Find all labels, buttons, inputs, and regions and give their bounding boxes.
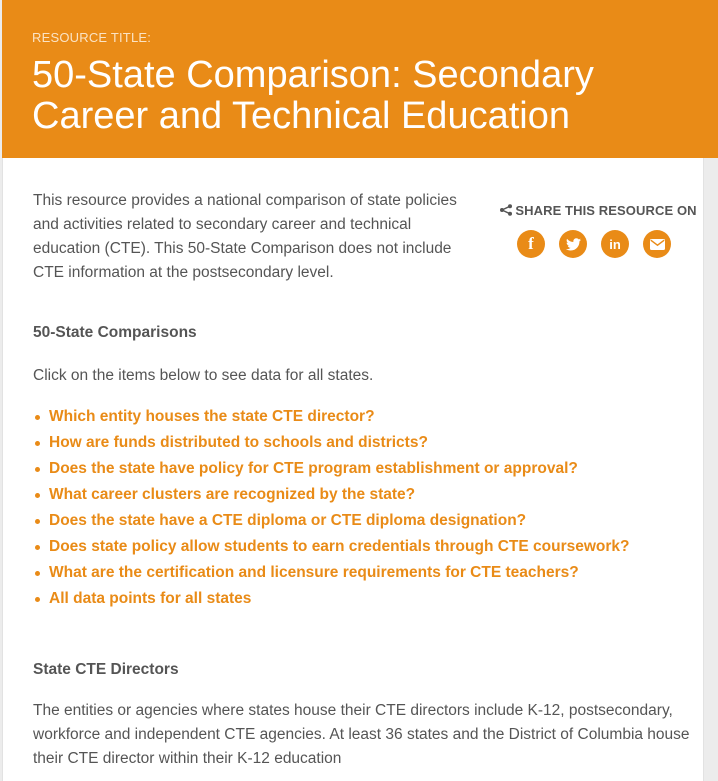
list-item xyxy=(33,430,673,456)
comparison-link[interactable]: Does the state have a CTE diploma or CTE diploma designation? xyxy=(49,512,527,529)
twitter-icon[interactable] xyxy=(559,230,587,258)
directors-paragraph: The entities or agencies where states house their CTE directors include K-12, postsecondary, workforce and independent CTE agencies. At least 36 states and the District of Columbia house their CTE director within their K-12 education xyxy=(33,702,690,767)
content-card xyxy=(2,158,704,781)
share-icon xyxy=(499,204,513,216)
comparisons-instruction: Click on the items below to see data for all states. xyxy=(33,367,374,384)
linkedin-icon[interactable] xyxy=(601,230,629,258)
facebook-glyph: f xyxy=(528,234,534,253)
comparison-link[interactable]: Does the state have policy for CTE program establishment or approval? xyxy=(49,460,578,477)
list-item xyxy=(33,456,673,482)
resource-header xyxy=(2,0,718,158)
page-title: 50-State Comparison: Secondary Career and Technical Education xyxy=(32,54,594,137)
list-item xyxy=(33,586,673,612)
linkedin-glyph: in xyxy=(609,236,621,252)
comparison-link[interactable]: All data points for all states xyxy=(49,590,252,607)
share-icons xyxy=(488,230,708,258)
comparison-link[interactable]: What career clusters are recognized by the state? xyxy=(49,486,416,503)
facebook-icon[interactable] xyxy=(517,230,545,258)
comparison-links-list xyxy=(33,404,673,612)
list-item xyxy=(33,482,673,508)
share-title xyxy=(488,199,708,223)
comparisons-heading: 50-State Comparisons xyxy=(33,324,197,341)
resource-title-label: RESOURCE TITLE: xyxy=(32,30,152,45)
list-item xyxy=(33,508,673,534)
comparison-link[interactable]: Does state policy allow students to earn credentials through CTE coursework? xyxy=(49,538,630,555)
comparison-link[interactable]: How are funds distributed to schools and districts? xyxy=(49,434,428,451)
list-item xyxy=(33,404,673,430)
list-item xyxy=(33,534,673,560)
share-panel xyxy=(488,199,708,258)
envelope-glyph xyxy=(650,239,665,250)
comparison-link[interactable]: Which entity houses the state CTE director? xyxy=(49,408,375,425)
twitter-glyph xyxy=(566,238,581,251)
directors-heading: State CTE Directors xyxy=(33,661,179,678)
comparison-link[interactable]: What are the certification and licensure requirements for CTE teachers? xyxy=(49,564,579,581)
email-icon[interactable] xyxy=(643,230,671,258)
intro-paragraph: This resource provides a national comparison of state policies and activities related to secondary career and technical education (CTE). This 50-State Comparison does not include CTE information at the postsecondary level. xyxy=(33,192,457,281)
share-title-text: SHARE THIS RESOURCE ON xyxy=(515,203,697,218)
list-item xyxy=(33,560,673,586)
